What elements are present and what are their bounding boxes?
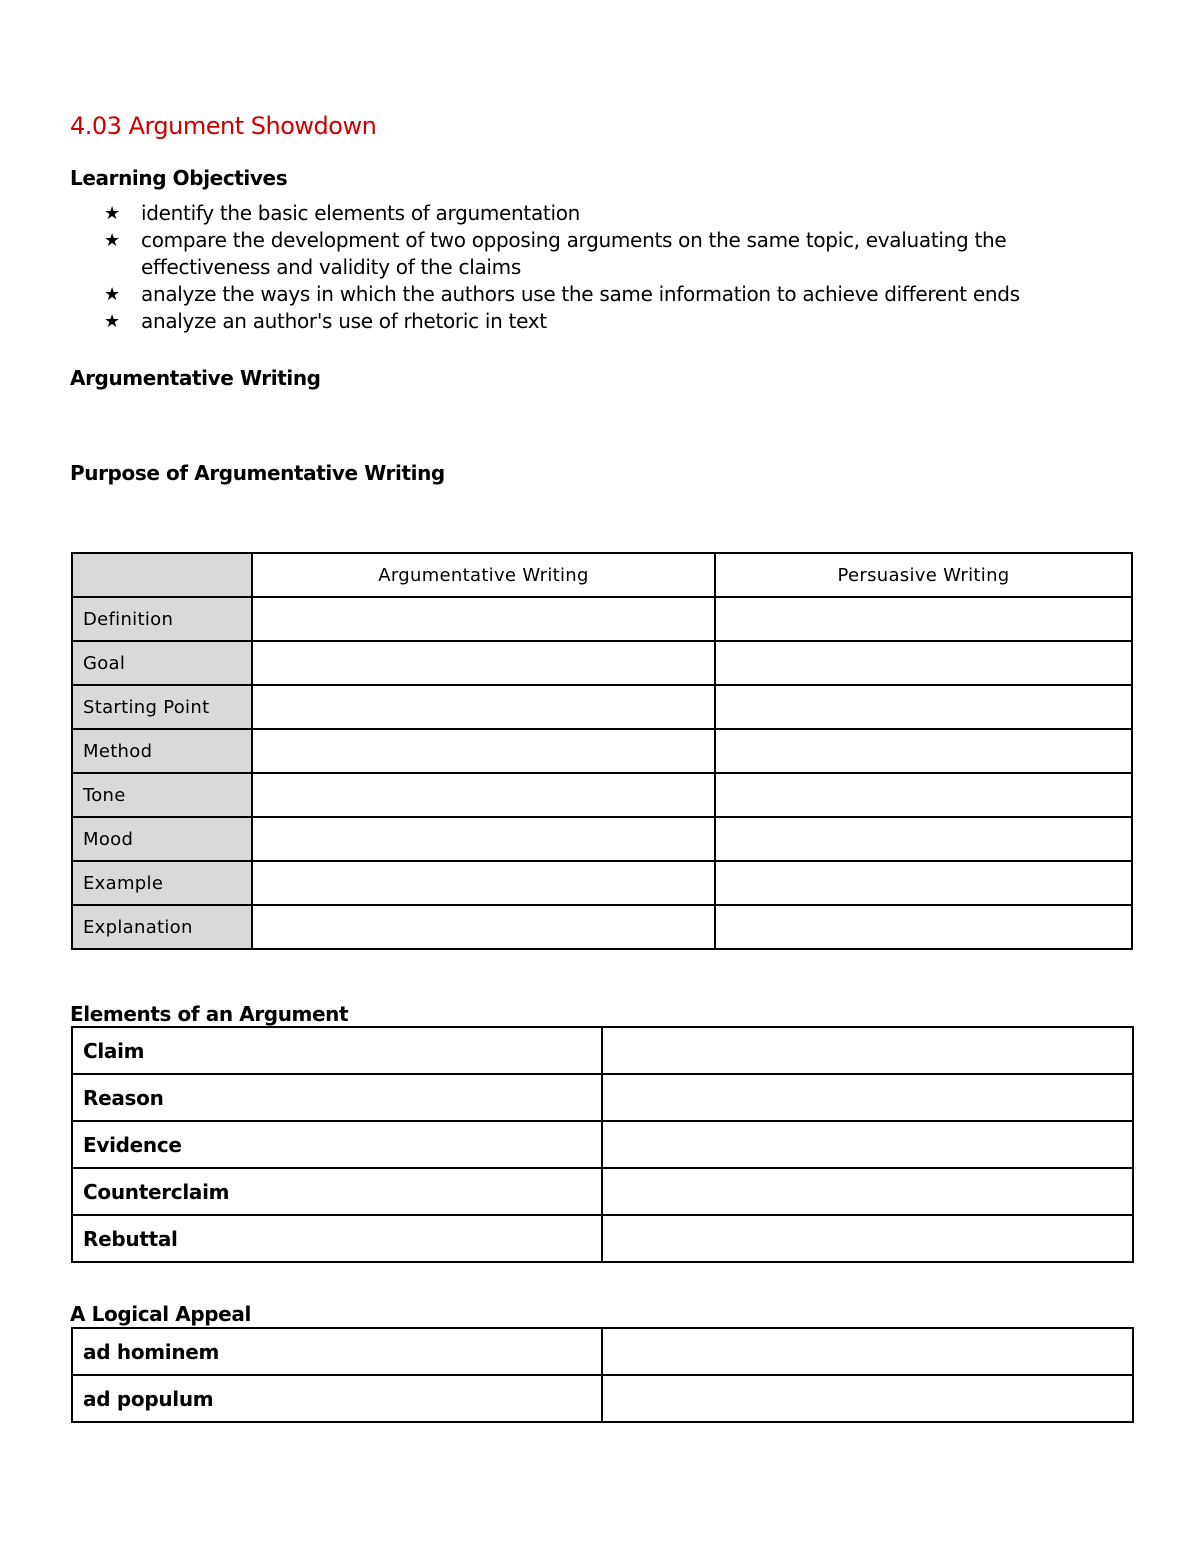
list-item [104, 308, 1134, 335]
answer-cell[interactable] [715, 905, 1132, 949]
objective-text: analyze the ways in which the authors use the same information to achieve different ends [141, 282, 1020, 306]
answer-cell[interactable] [252, 597, 715, 641]
star-icon: ★ [104, 203, 120, 224]
column-header-persuasive: Persuasive Writing [715, 553, 1132, 597]
comparison-table [71, 552, 1133, 950]
purpose-heading: Purpose of Argumentative Writing [70, 461, 445, 485]
answer-cell[interactable] [252, 729, 715, 773]
answer-cell[interactable] [715, 641, 1132, 685]
table-corner-cell [72, 553, 252, 597]
answer-cell[interactable] [252, 641, 715, 685]
table-row [72, 597, 1132, 641]
answer-cell[interactable] [602, 1328, 1133, 1375]
logical-appeal-heading: A Logical Appeal [70, 1302, 251, 1326]
row-label-claim: Claim [72, 1027, 602, 1074]
learning-objectives-heading: Learning Objectives [70, 166, 288, 190]
table-row [72, 905, 1132, 949]
objective-text: identify the basic elements of argumentation [141, 201, 581, 225]
row-label-mood: Mood [72, 817, 252, 861]
answer-cell[interactable] [715, 817, 1132, 861]
table-row [72, 1375, 1133, 1422]
answer-cell[interactable] [602, 1074, 1133, 1121]
table-row [72, 641, 1132, 685]
learning-objectives-list [104, 200, 1134, 335]
list-item [104, 281, 1134, 308]
table-row [72, 729, 1132, 773]
star-icon: ★ [104, 230, 120, 251]
objective-text: compare the development of two opposing arguments on the same topic, evaluating the effectiveness and validity of the claims [141, 228, 1007, 279]
row-label-rebuttal: Rebuttal [72, 1215, 602, 1262]
column-header-argumentative: Argumentative Writing [252, 553, 715, 597]
row-label-starting-point: Starting Point [72, 685, 252, 729]
row-label-example: Example [72, 861, 252, 905]
table-row [72, 1215, 1133, 1262]
table-row [72, 1027, 1133, 1074]
answer-cell[interactable] [252, 817, 715, 861]
table-row [72, 1328, 1133, 1375]
row-label-ad-hominem: ad hominem [72, 1328, 602, 1375]
answer-cell[interactable] [715, 773, 1132, 817]
answer-cell[interactable] [715, 597, 1132, 641]
row-label-evidence: Evidence [72, 1121, 602, 1168]
table-header-row [72, 553, 1132, 597]
table-row [72, 861, 1132, 905]
list-item [104, 200, 1134, 227]
answer-cell[interactable] [252, 685, 715, 729]
star-icon: ★ [104, 311, 120, 332]
row-label-explanation: Explanation [72, 905, 252, 949]
table-row [72, 1168, 1133, 1215]
star-icon: ★ [104, 284, 120, 305]
answer-cell[interactable] [602, 1121, 1133, 1168]
row-label-reason: Reason [72, 1074, 602, 1121]
answer-cell[interactable] [602, 1215, 1133, 1262]
page-title: 4.03 Argument Showdown [70, 112, 377, 140]
logical-appeal-table [71, 1327, 1134, 1423]
answer-cell[interactable] [252, 773, 715, 817]
answer-cell[interactable] [252, 861, 715, 905]
row-label-goal: Goal [72, 641, 252, 685]
objective-text: analyze an author's use of rhetoric in text [141, 309, 547, 333]
answer-cell[interactable] [715, 685, 1132, 729]
answer-cell[interactable] [252, 905, 715, 949]
elements-table [71, 1026, 1134, 1263]
elements-heading: Elements of an Argument [70, 1002, 349, 1026]
argumentative-writing-heading: Argumentative Writing [70, 366, 321, 390]
answer-cell[interactable] [602, 1168, 1133, 1215]
row-label-counterclaim: Counterclaim [72, 1168, 602, 1215]
table-row [72, 685, 1132, 729]
answer-cell[interactable] [715, 861, 1132, 905]
answer-cell[interactable] [602, 1027, 1133, 1074]
row-label-ad-populum: ad populum [72, 1375, 602, 1422]
table-row [72, 773, 1132, 817]
table-row [72, 1074, 1133, 1121]
row-label-definition: Definition [72, 597, 252, 641]
table-row [72, 817, 1132, 861]
list-item [104, 227, 1134, 281]
table-row [72, 1121, 1133, 1168]
answer-cell[interactable] [602, 1375, 1133, 1422]
row-label-method: Method [72, 729, 252, 773]
answer-cell[interactable] [715, 729, 1132, 773]
row-label-tone: Tone [72, 773, 252, 817]
